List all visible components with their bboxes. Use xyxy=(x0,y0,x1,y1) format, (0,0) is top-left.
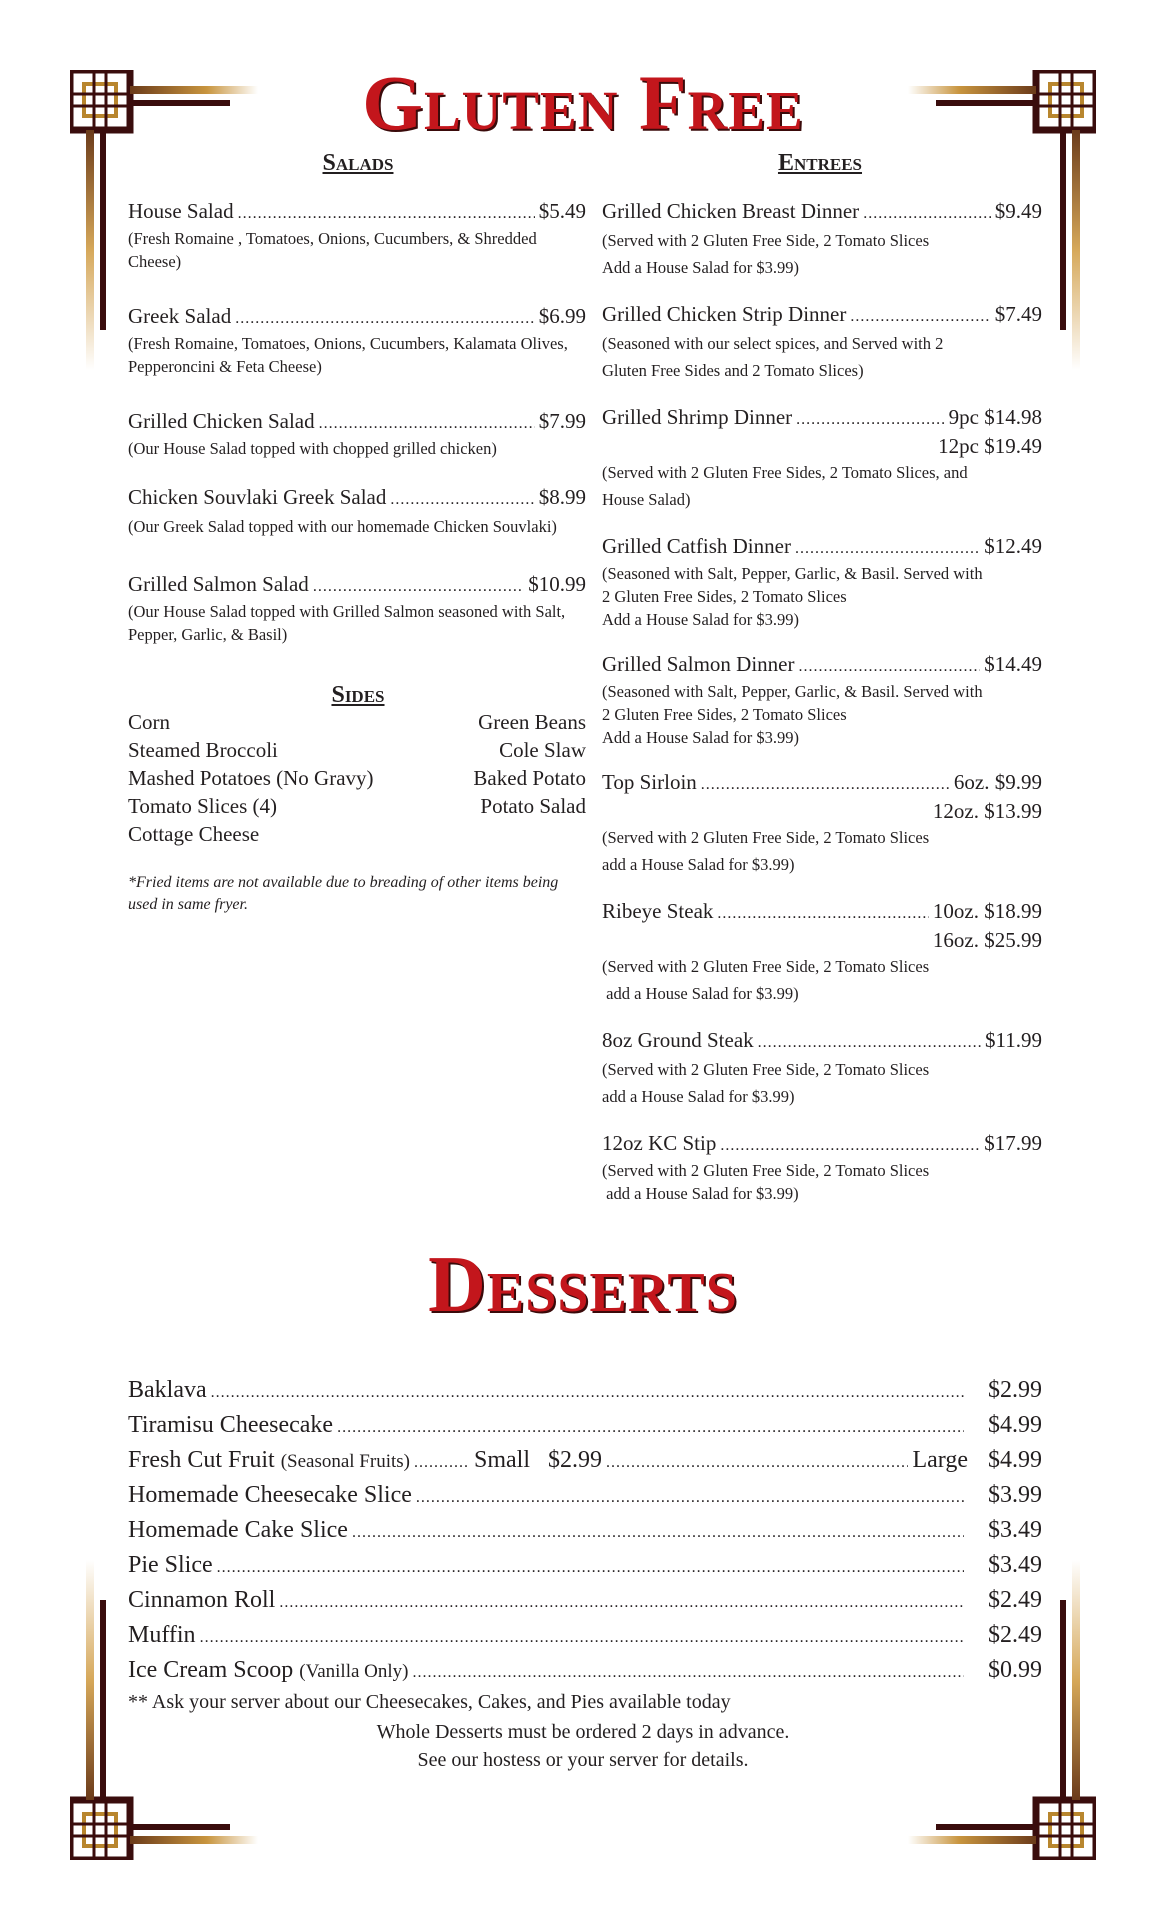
desserts-title: Desserts xyxy=(428,1241,738,1329)
sides-heading: Sides xyxy=(331,682,385,708)
leader-dots xyxy=(798,654,980,680)
item-name: Grilled Catfish Dinner xyxy=(602,534,791,558)
leader-dots xyxy=(416,1482,964,1514)
item-description: Gluten Free Sides and 2 Tomato Slices) xyxy=(602,361,864,380)
leader-dots xyxy=(717,901,929,927)
list-item: Mashed Potatoes (No Gravy) xyxy=(128,766,374,790)
list-item xyxy=(128,1514,1042,1549)
list-item: Steamed Broccoli xyxy=(128,738,278,762)
item-name: Tiramisu Cheesecake xyxy=(128,1412,334,1438)
item-name: 12oz KC Stip xyxy=(602,1131,717,1155)
item-price: $6.99 xyxy=(538,304,586,328)
item-description: Add a House Salad for $3.99) xyxy=(602,728,800,747)
item-price: $2.49 xyxy=(988,1622,1042,1648)
leader-dots xyxy=(606,1447,908,1479)
item-price: $2.99 xyxy=(988,1377,1042,1403)
item-price: $5.49 xyxy=(538,199,586,223)
item-description: 2 Gluten Free Sides, 2 Tomato Slices xyxy=(602,587,847,606)
list-item: Corn xyxy=(128,710,170,734)
list-item xyxy=(602,651,1042,749)
list-item xyxy=(602,1130,1042,1205)
item-price: $11.99 xyxy=(985,1028,1042,1052)
sides-left-column xyxy=(128,708,374,848)
item-price: $3.99 xyxy=(988,1482,1042,1508)
desserts-list xyxy=(128,1374,1042,1715)
item-price: $9.49 xyxy=(994,199,1042,223)
list-item xyxy=(128,1409,1042,1444)
item-name: Greek Salad xyxy=(128,304,232,328)
leader-dots xyxy=(319,411,535,437)
leader-dots xyxy=(390,487,534,513)
list-item xyxy=(602,1027,1042,1110)
entrees-list xyxy=(602,198,1042,1205)
list-item: Cottage Cheese xyxy=(128,822,260,846)
item-name: Muffin xyxy=(128,1622,196,1648)
leader-dots xyxy=(796,407,945,433)
list-item xyxy=(128,1619,1042,1654)
item-description: add a House Salad for $3.99) xyxy=(602,1184,799,1203)
leader-dots xyxy=(352,1517,964,1549)
item-price: $4.99 xyxy=(988,1447,1042,1473)
leader-dots xyxy=(235,306,535,332)
item-description: (Served with 2 Gluten Free Sides, 2 Tomato Slices, and xyxy=(602,463,968,482)
item-description: (Served with 2 Gluten Free Side, 2 Tomato Slices xyxy=(602,957,930,976)
item-description: (Seasoned with our select spices, and Served with 2 xyxy=(602,334,944,353)
item-name: Top Sirloin xyxy=(602,770,697,794)
leader-dots xyxy=(313,574,524,600)
item-price: $7.99 xyxy=(538,409,586,433)
item-price-large: 16oz. $25.99 xyxy=(932,928,1042,952)
leader-dots xyxy=(337,1412,964,1444)
item-name: Grilled Chicken Salad xyxy=(128,409,315,433)
item-name: Fresh Cut Fruit xyxy=(128,1447,275,1473)
list-item: Green Beans xyxy=(478,710,586,734)
item-name: Ice Cream Scoop xyxy=(128,1657,294,1683)
item-description: (Seasoned with Salt, Pepper, Garlic, & Basil. Served with xyxy=(602,564,983,583)
item-price: $0.99 xyxy=(988,1657,1042,1683)
footer-line-1: Whole Desserts must be ordered 2 days in advance. xyxy=(376,1721,790,1743)
list-item: Cole Slaw xyxy=(499,738,586,762)
item-price-small: Small $2.99 xyxy=(473,1447,602,1473)
item-price: $8.99 xyxy=(538,485,586,509)
list-item: Tomato Slices (4) xyxy=(128,794,277,818)
list-item xyxy=(128,1479,1042,1514)
list-item xyxy=(602,198,1042,281)
item-price: $4.99 xyxy=(988,1412,1042,1438)
item-name: House Salad xyxy=(128,199,234,223)
item-name: Baklava xyxy=(128,1377,207,1403)
item-name: Ribeye Steak xyxy=(602,899,714,923)
item-name: Grilled Salmon Salad xyxy=(128,572,309,596)
list-item xyxy=(128,571,586,646)
item-name: Grilled Chicken Strip Dinner xyxy=(602,302,847,326)
item-note: (Vanilla Only) xyxy=(299,1661,409,1682)
sides-right-column xyxy=(473,708,586,820)
item-description: 2 Gluten Free Sides, 2 Tomato Slices xyxy=(602,705,847,724)
item-description: (Served with 2 Gluten Free Side, 2 Tomato Slices xyxy=(602,1060,930,1079)
item-note: (Seasonal Fruits) xyxy=(280,1451,410,1472)
leader-dots xyxy=(863,201,991,227)
leader-dots xyxy=(279,1587,964,1619)
leader-dots xyxy=(795,536,980,562)
item-name: Homemade Cheesecake Slice xyxy=(128,1482,412,1508)
item-price: $12.49 xyxy=(984,534,1042,558)
item-name: Homemade Cake Slice xyxy=(128,1517,348,1543)
list-item xyxy=(602,769,1042,878)
list-item xyxy=(128,303,586,378)
fryer-note: *Fried items are not available due to breading of other items being used in same fryer. xyxy=(128,874,559,913)
item-description: (Served with 2 Gluten Free Side, 2 Tomato Slices xyxy=(602,828,930,847)
entrees-heading: Entrees xyxy=(777,150,863,176)
item-name: Cinnamon Roll xyxy=(128,1587,276,1613)
list-item xyxy=(128,1444,1042,1479)
item-name: Grilled Shrimp Dinner xyxy=(602,405,793,429)
item-description: (Our House Salad topped with Grilled Salmon seasoned with Salt, Pepper, Garlic, & Basil) xyxy=(128,602,566,644)
item-description: (Served with 2 Gluten Free Side, 2 Tomato Slices xyxy=(602,231,930,250)
leader-dots xyxy=(701,772,950,798)
item-description: add a House Salad for $3.99) xyxy=(602,855,795,874)
list-item xyxy=(602,301,1042,384)
item-description: Add a House Salad for $3.99) xyxy=(602,610,800,629)
leader-dots xyxy=(200,1622,964,1654)
item-description: (Our House Salad topped with chopped grilled chicken) xyxy=(128,439,497,458)
list-item xyxy=(602,533,1042,631)
item-price: 9pc $14.98 xyxy=(948,405,1042,429)
item-description: (Seasoned with Salt, Pepper, Garlic, & Basil. Served with xyxy=(602,682,983,701)
item-name: Chicken Souvlaki Greek Salad xyxy=(128,485,387,509)
item-price: 10oz. $18.99 xyxy=(932,899,1042,923)
item-description: (Fresh Romaine, Tomatoes, Onions, Cucumbers, Kalamata Olives, Pepperoncini & Feta Cheese) xyxy=(128,334,568,376)
item-price: $3.49 xyxy=(988,1552,1042,1578)
list-item xyxy=(128,198,586,273)
item-price: $14.49 xyxy=(984,652,1042,676)
item-price: 6oz. $9.99 xyxy=(953,770,1042,794)
page-title: Gluten Free xyxy=(362,59,804,146)
item-name: Grilled Salmon Dinner xyxy=(602,652,795,676)
item-description: (Served with 2 Gluten Free Side, 2 Tomato Slices xyxy=(602,1161,930,1180)
leader-dots xyxy=(217,1552,964,1584)
item-price: $2.49 xyxy=(988,1587,1042,1613)
item-description: Add a House Salad for $3.99) xyxy=(602,258,800,277)
list-item xyxy=(128,1654,1042,1689)
item-size-label: Large xyxy=(912,1447,968,1473)
item-price-large: 12pc $19.49 xyxy=(938,434,1042,458)
leader-dots xyxy=(413,1657,964,1689)
item-price: $7.49 xyxy=(994,302,1042,326)
item-price: $10.99 xyxy=(528,572,586,596)
list-item xyxy=(128,1549,1042,1584)
leader-dots xyxy=(850,304,990,330)
leader-dots xyxy=(211,1377,964,1409)
list-item xyxy=(128,408,586,460)
list-item: Baked Potato xyxy=(473,766,586,790)
item-description: add a House Salad for $3.99) xyxy=(602,1087,795,1106)
salads-list xyxy=(128,198,586,646)
leader-dots xyxy=(758,1030,981,1056)
item-price: $17.99 xyxy=(984,1131,1042,1155)
desserts-note: ** Ask your server about our Cheesecakes, Cakes, and Pies available today xyxy=(128,1691,731,1713)
item-name: Pie Slice xyxy=(128,1552,213,1578)
list-item xyxy=(128,1374,1042,1409)
footer-line-2: See our hostess or your server for details. xyxy=(417,1749,749,1771)
item-name: 8oz Ground Steak xyxy=(602,1028,754,1052)
item-name: Grilled Chicken Breast Dinner xyxy=(602,199,860,223)
leader-dots xyxy=(720,1133,980,1159)
item-description: add a House Salad for $3.99) xyxy=(602,984,799,1003)
item-description: House Salad) xyxy=(602,490,691,509)
list-item xyxy=(128,1584,1042,1619)
item-description: (Our Greek Salad topped with our homemade Chicken Souvlaki) xyxy=(128,517,557,536)
leader-dots xyxy=(414,1447,470,1479)
list-item xyxy=(602,404,1042,513)
leader-dots xyxy=(238,201,535,227)
sides-list xyxy=(128,708,586,858)
list-item: Potato Salad xyxy=(480,794,586,818)
list-item xyxy=(602,898,1042,1007)
item-description: (Fresh Romaine , Tomatoes, Onions, Cucumbers, & Shredded Cheese) xyxy=(128,229,537,271)
list-item xyxy=(128,484,586,541)
item-price-large: 12oz. $13.99 xyxy=(932,799,1042,823)
salads-heading: Salads xyxy=(322,150,394,176)
item-price: $3.49 xyxy=(988,1517,1042,1543)
